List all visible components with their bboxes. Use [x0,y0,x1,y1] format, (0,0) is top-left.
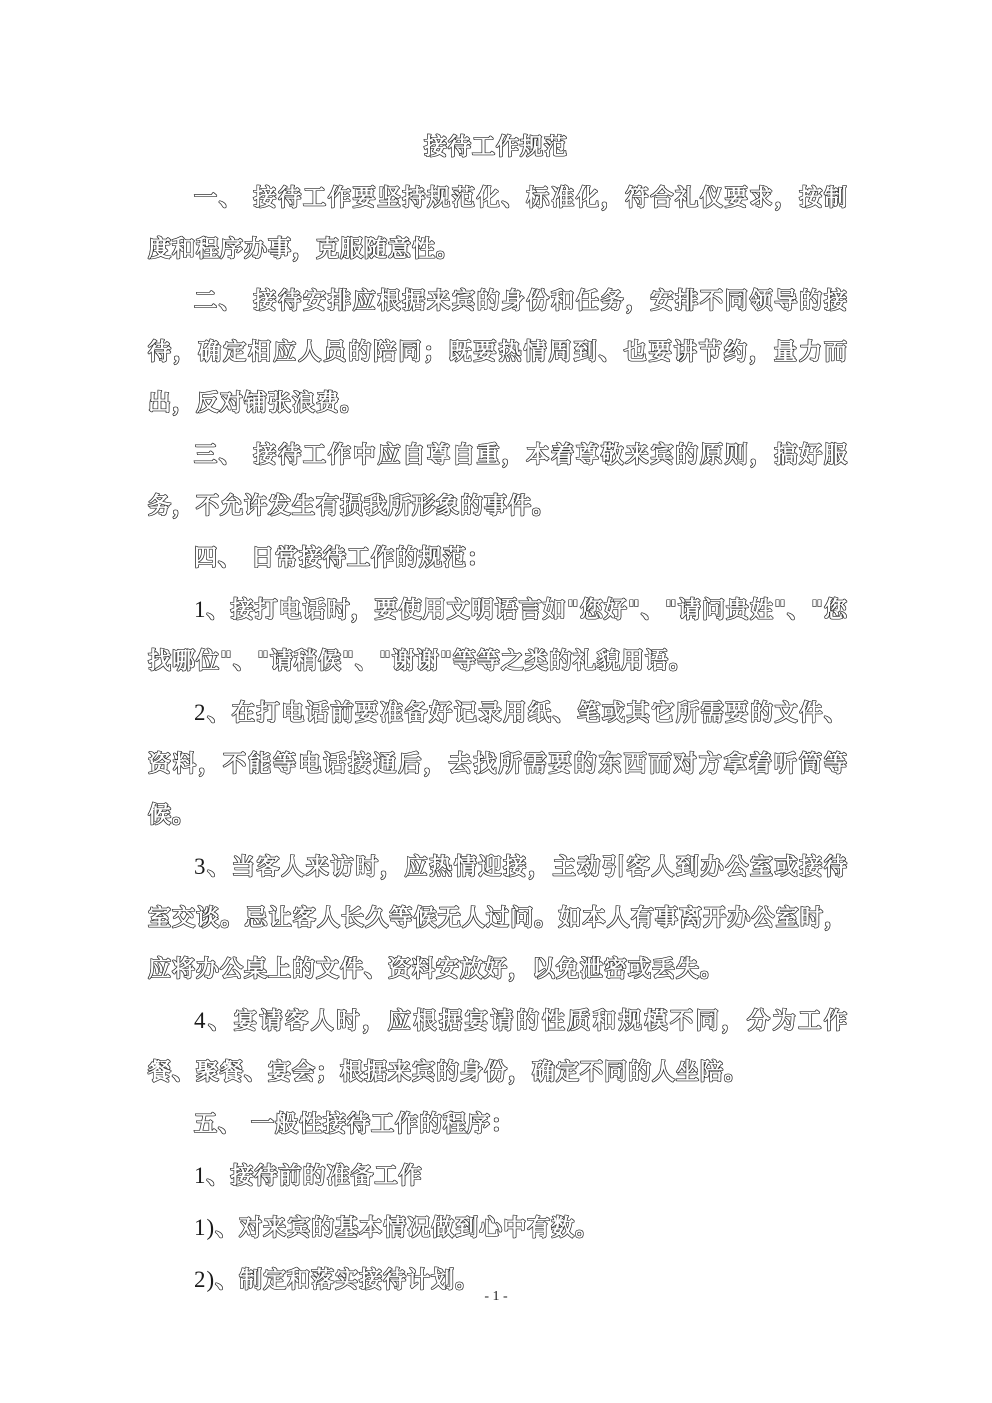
paragraph-number: 1 [194,1163,207,1188]
paragraph-text: 、在打电话前要准备好记录用纸、笔或其它所需要的文件、资料，不能等电话接通后，去找所需要的东西而对方拿着听筒等候。 [148,700,848,828]
document-body [148,172,848,1306]
paragraph-text: 、接待前的准备工作 [206,1163,423,1189]
paragraph-text: 三、 接待工作中应自尊自重，本着尊敬来宾的原则，搞好服务，不允许发生有损我所形象的事件。 [148,442,848,519]
paragraph-number: 1) [194,1215,216,1240]
paragraph-7 [148,841,848,995]
paragraph-10 [148,1150,848,1202]
paragraph-number: 2 [194,700,207,725]
paragraph-text: 、接打电话时，要使用文明语言如"您好"、"请问贵姓"、"您找哪位"、"请稍候"、"谢谢"等等之类的礼貌用语。 [148,597,848,674]
paragraph-3 [148,429,848,532]
paragraph-number: 4 [194,1008,207,1033]
paragraph-6 [148,687,848,841]
paragraph-text: 、对来宾的基本情况做到心中有数。 [215,1215,600,1241]
paragraph-text: 五、 一般性接待工作的程序： [194,1111,516,1137]
paragraph-4 [148,532,848,584]
paragraph-8 [148,995,848,1098]
document-title: 接待工作规范 [424,134,568,160]
paragraph-2 [148,275,848,429]
paragraph-number: 2) [194,1267,216,1292]
paragraph-text: 二、 接待安排应根据来宾的身份和任务，安排不同领导的接待，确定相应人员的陪同；既要热情周到、也要讲节约，量力而出，反对铺张浪费。 [148,288,848,416]
paragraph-9 [148,1098,848,1150]
paragraph-text: 、制定和落实接待计划。 [215,1267,480,1293]
paragraph-text: 、宴请客人时，应根据宴请的性质和规模不同，分为工作餐、聚餐、宴会；根据来宾的身份，确定不同的人坐陪。 [148,1008,848,1085]
paragraph-5 [148,584,848,687]
paragraph-number: 1 [194,597,207,622]
paragraph-text: 、当客人来访时，应热情迎接，主动引客人到办公室或接待室交谈。忌让客人长久等候无人过问。如本人有事离开办公室时，应将办公桌上的文件、资料安放好，以免泄密或丢失。 [148,854,848,982]
page-number: - 1 - [484,1289,508,1304]
paragraph-number: 3 [194,854,207,879]
paragraph-1 [148,172,848,275]
paragraph-text: 四、 日常接待工作的规范： [194,545,492,571]
paragraph-11 [148,1202,848,1254]
paragraph-text: 一、 接待工作要坚持规范化、标准化，符合礼仪要求，按制度和程序办事，克服随意性。 [148,185,848,262]
